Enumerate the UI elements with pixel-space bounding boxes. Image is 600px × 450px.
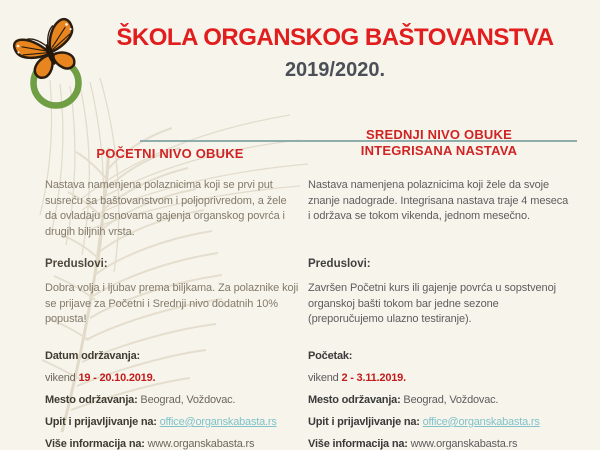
schedule-date-row [308, 367, 588, 389]
location-label: Mesto održavanja: [308, 394, 401, 406]
schedule-date: 2 - 3.11.2019. [341, 372, 406, 384]
contact-row [45, 411, 315, 433]
schedule-date: 19 - 20.10.2019. [78, 372, 156, 384]
schedule-date-row [45, 367, 315, 389]
contact-label: Upit i prijavljivanje na: [308, 416, 423, 428]
column-header-pocetni [45, 146, 295, 162]
location-row [308, 389, 588, 411]
schedule-label-row [308, 345, 588, 367]
location-value: Beograd, Voždovac. [400, 394, 499, 406]
schedule-label: Datum održavanja: [45, 350, 141, 362]
schedule-label: Početak: [308, 350, 353, 362]
preduslovi-text: Dobra volja i ljubav prema biljkama. Za polaznike koji se prijave za Početni i Srednji nivo dodatnih 10% popusta! [45, 282, 299, 325]
location-label: Mesto održavanja: [45, 394, 138, 406]
page-title: ŠKOLA ORGANSKOG BAŠTOVANSTVA [116, 24, 554, 51]
preduslovi-label: Preduslovi: [45, 258, 108, 270]
column-header-srednji-line2: INTEGRISANA NASTAVA [360, 142, 518, 158]
email-link[interactable]: office@organskabasta.rs [159, 416, 277, 428]
preduslovi-text: Završen Početni kurs ili gajenje povrća u sopstvenoj organskoj bašti tokom bar jedne sezone (preporučujemo ulazno testiranje). [308, 282, 556, 325]
column-header-srednji-line1: SREDNJI NIVO OBUKE [366, 127, 512, 142]
website-url: www.organskabasta.rs [147, 438, 255, 450]
location-row [45, 389, 315, 411]
schedule-prefix: vikend [308, 372, 342, 384]
info-label: Više informacija na: [308, 438, 411, 450]
contact-label: Upit i prijavljivanje na: [45, 416, 160, 428]
location-value: Beograd, Voždovac. [137, 394, 236, 406]
column-header-srednji [306, 127, 572, 158]
preduslovi-label: Preduslovi: [308, 258, 371, 270]
schedule-prefix: vikend [45, 372, 79, 384]
column-header-pocetni-label: POČETNI NIVO OBUKE [96, 146, 244, 161]
info-row [45, 433, 315, 450]
details-block [308, 345, 588, 450]
column-pocetni [45, 0, 299, 450]
details-block [45, 345, 315, 450]
schedule-label-row [45, 345, 315, 367]
contact-row [308, 411, 588, 433]
column-srednji [308, 0, 572, 450]
info-row [308, 433, 588, 450]
intro-paragraph: Nastava namenjena polaznicima koji žele da svoje znanje nadograde. Integrisana nastava traje 4 meseca i održava se tokom vikenda, jednom mesečno. [308, 179, 569, 222]
intro-paragraph: Nastava namenjena polaznicima koji se prvi put susreću sa baštovanstvom i poljoprivredom, a žele da ovladaju osnovama gajenja organskog povrća i drugih biljnih vrsta. [45, 179, 287, 238]
info-label: Više informacija na: [45, 438, 148, 450]
website-url: www.organskabasta.rs [410, 438, 518, 450]
page-subtitle: 2019/2020. [284, 59, 386, 81]
email-link[interactable]: office@organskabasta.rs [422, 416, 540, 428]
